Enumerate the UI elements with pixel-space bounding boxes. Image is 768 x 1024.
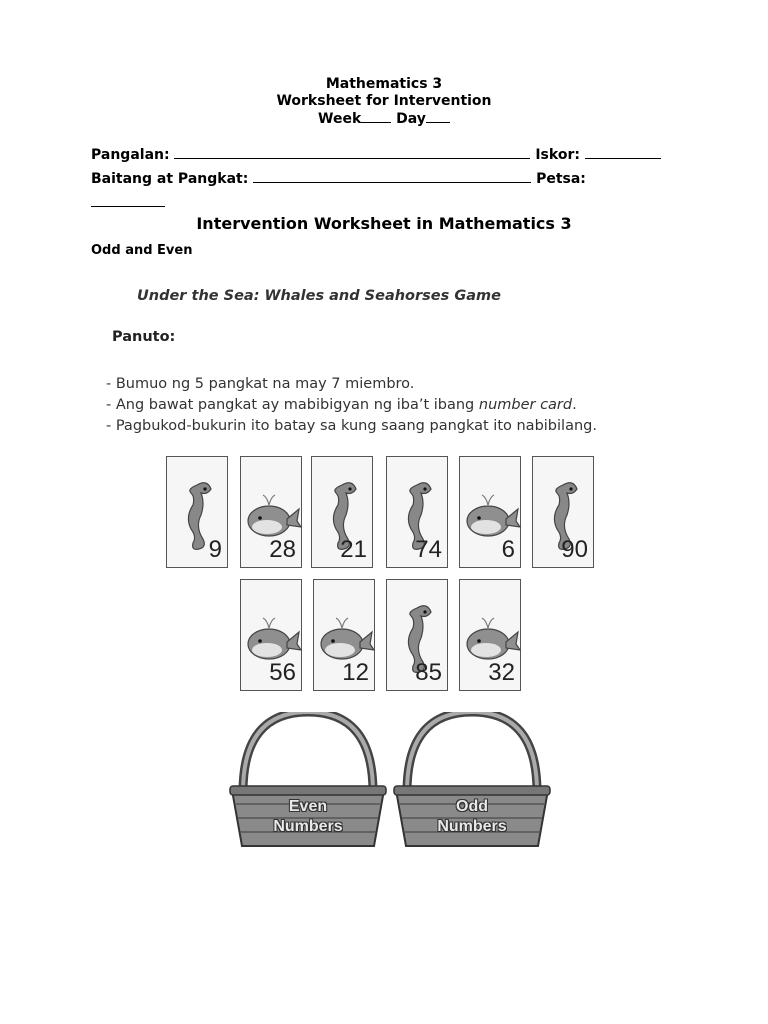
instruction-text: - Ang bawat pangkat ay mabibigyan ng iba’t ibang [106, 397, 479, 413]
number-card[interactable] [386, 456, 448, 568]
game-title: Under the Sea: Whales and Seahorses Game [137, 288, 501, 304]
grade-blank[interactable] [253, 170, 531, 183]
grade-label: Baitang at Pangkat: [91, 171, 249, 187]
card-number: 74 [415, 536, 442, 563]
instruction-period: . [572, 397, 577, 413]
card-number: 12 [342, 659, 369, 686]
grade-date-row [91, 170, 586, 187]
instruction-item [106, 395, 597, 416]
date-blank[interactable] [91, 194, 165, 207]
number-card[interactable] [313, 579, 375, 691]
week-label: Week [318, 111, 362, 127]
topic-subtitle: Odd and Even [91, 243, 193, 258]
odd-label-line1: Odd [456, 798, 488, 815]
score-label: Iskor: [535, 147, 580, 163]
header-week-day [0, 110, 768, 128]
card-number: 85 [415, 659, 442, 686]
name-blank[interactable] [174, 146, 530, 159]
day-blank[interactable] [426, 110, 450, 123]
week-blank[interactable] [361, 110, 391, 123]
card-number: 32 [488, 659, 515, 686]
score-blank[interactable] [585, 146, 661, 159]
page-title: Intervention Worksheet in Mathematics 3 [196, 214, 572, 233]
number-card[interactable] [459, 579, 521, 691]
number-card[interactable] [166, 456, 228, 568]
worksheet-header [0, 76, 768, 128]
day-label: Day [396, 111, 426, 127]
date-label: Petsa: [536, 171, 586, 187]
card-number: 6 [501, 536, 515, 563]
number-card[interactable] [386, 579, 448, 691]
card-number: 28 [269, 536, 296, 563]
card-number: 90 [561, 536, 588, 563]
even-label-line1: Even [288, 798, 328, 815]
number-card[interactable] [311, 456, 373, 568]
number-card[interactable] [240, 579, 302, 691]
number-card[interactable] [532, 456, 594, 568]
date-blank-row [91, 194, 165, 211]
instructions-list [106, 374, 597, 437]
card-number: 21 [340, 536, 367, 563]
header-worksheet-type: Worksheet for Intervention [276, 93, 492, 109]
name-score-row [91, 146, 661, 163]
card-number: 56 [269, 659, 296, 686]
odd-label-line2: Numbers [437, 818, 507, 835]
even-basket-label [233, 797, 383, 837]
number-card[interactable] [240, 456, 302, 568]
instruction-item: - Pagbukod-bukurin ito batay sa kung saang pangkat ito nabibilang. [106, 418, 597, 434]
even-label-line2: Numbers [273, 818, 343, 835]
instructions-heading: Panuto: [112, 329, 176, 345]
odd-basket-label [397, 797, 547, 837]
instruction-item: - Bumuo ng 5 pangkat na may 7 miembro. [106, 376, 415, 392]
card-number: 9 [208, 536, 222, 563]
number-card[interactable] [459, 456, 521, 568]
name-label: Pangalan: [91, 147, 170, 163]
header-subject: Mathematics 3 [325, 76, 443, 92]
instruction-emphasis: number card [478, 397, 573, 413]
